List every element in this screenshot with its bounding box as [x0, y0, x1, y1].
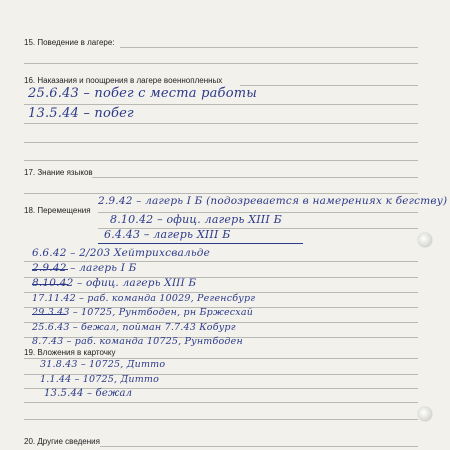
ruled-line	[24, 104, 418, 105]
field-18-label: 18. Перемещения	[24, 206, 91, 215]
ruled-line	[24, 193, 418, 194]
punishment-entry: 25.6.43 – побег с места работы	[28, 86, 258, 101]
punch-hole	[418, 407, 432, 421]
field-15-label: 15. Поведение в лагере:	[24, 38, 115, 47]
transfer-entry: 2.9.42 – лагерь I Б (подозревается в намерениях к бегству)	[98, 195, 448, 207]
ruled-line	[24, 160, 418, 161]
strike-mark	[32, 314, 66, 315]
field-17-line	[92, 177, 418, 178]
field-17-label: 17. Знание языков	[24, 168, 93, 177]
field-20-label: 20. Другие сведения	[24, 437, 100, 446]
move-entry: 17.11.42 – раб. команда 10029, Регенсбург	[32, 293, 256, 304]
move-entry: 6.6.42 – 2/203 Хейтрихсвальде	[32, 247, 211, 259]
transfer-entry: 6.4.43 – лагерь XIII Б	[104, 228, 231, 241]
field-20-line	[100, 446, 418, 447]
ruled-line	[24, 123, 418, 124]
punishment-entry: 13.5.44 – побег	[28, 106, 134, 121]
field-16-label: 16. Наказания и поощрения в лагере военнопленных	[24, 76, 223, 85]
strike-mark	[32, 284, 68, 285]
move-entry: 25.6.43 – бежал, пойман 7.7.43 Кобург	[32, 322, 236, 333]
strike-mark	[32, 269, 68, 270]
ruled-line	[24, 63, 418, 64]
move-entry: 1.1.44 – 10725, Дитто	[40, 374, 160, 385]
move-entry: 29.3.43 – 10725, Рунтбоден, рн Бржесхай	[32, 307, 254, 318]
move-entry: 31.8.43 – 10725, Дитто	[40, 359, 166, 370]
move-entry: 8.10.42 – офиц. лагерь XIII Б	[32, 277, 197, 289]
field-15-line	[120, 47, 418, 48]
ruled-line	[24, 419, 418, 420]
move-entry: 2.9.42 – лагерь I Б	[32, 262, 137, 274]
ruled-line	[24, 402, 418, 403]
move-entry: 13.5.44 – бежал	[44, 388, 133, 399]
move-entry: 8.7.43 – раб. команда 10725, Рунтбоден	[32, 336, 243, 347]
underline-stroke	[98, 243, 303, 244]
ruled-line	[24, 142, 418, 143]
field-19-label: 19. Вложения в карточку	[24, 348, 116, 357]
punch-hole	[418, 233, 432, 247]
field-16-line	[240, 85, 418, 86]
transfer-entry: 8.10.42 – офиц. лагерь XIII Б	[110, 213, 282, 226]
